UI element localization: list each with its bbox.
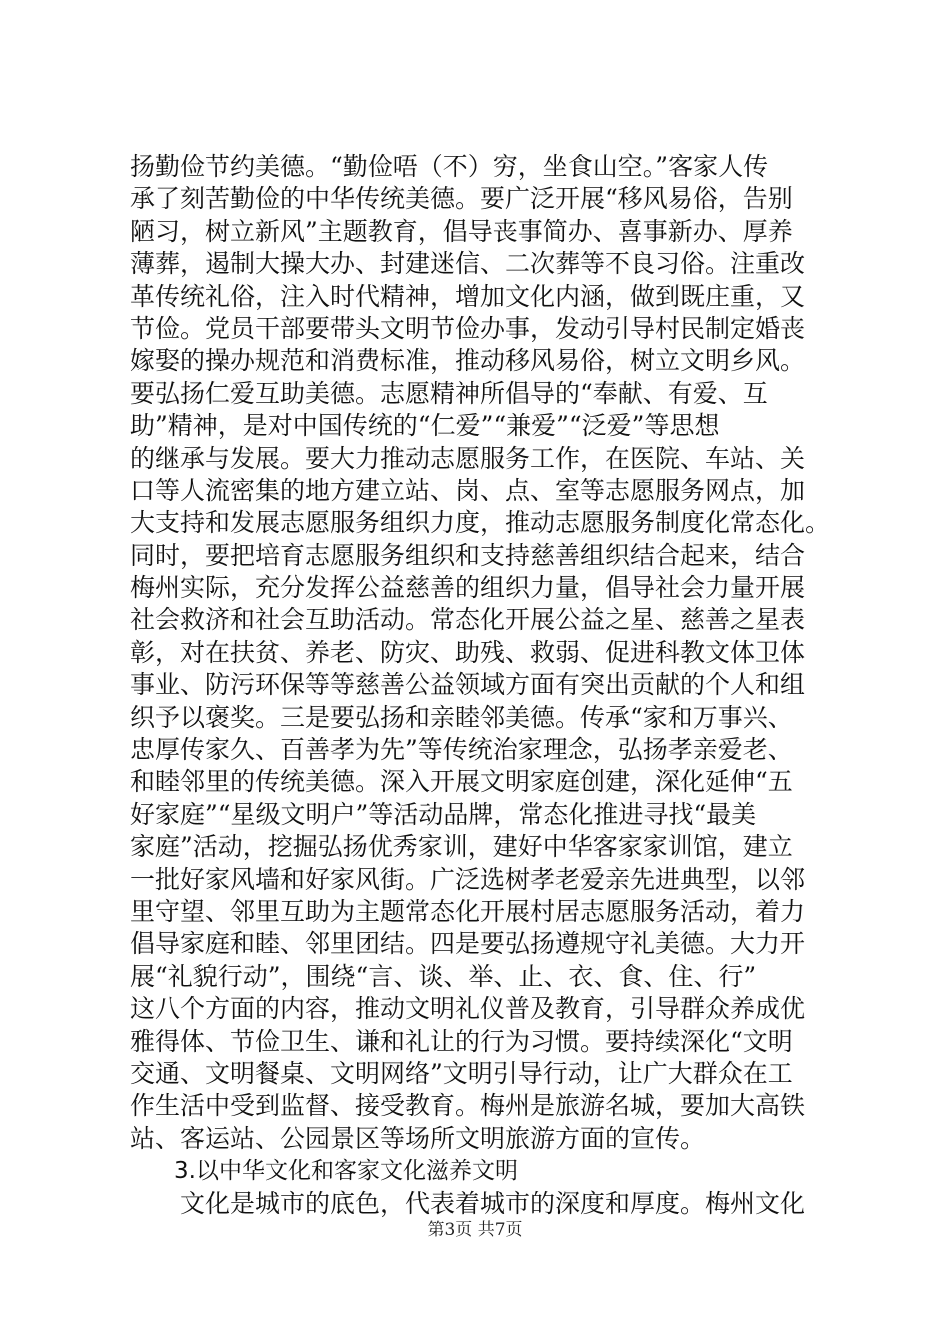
text-line: 薄葬，遏制大操大办、封建迷信、二次葬等不良习俗。注重改	[130, 249, 806, 279]
text-line: 节俭。党员干部要带头文明节俭办事，发动引导村民制定婚丧	[130, 313, 806, 343]
text-line: 作生活中受到监督、接受教育。梅州是旅游名城，要加大高铁	[130, 1091, 806, 1121]
text-line: 嫁娶的操办规范和消费标准，推动移风易俗，树立文明乡风。	[130, 346, 806, 376]
text-line: 的继承与发展。要大力推动志愿服务工作，在医院、车站、关	[130, 443, 806, 473]
text-line: 彰，对在扶贫、养老、防灾、助残、救弱、促进科教文体卫体	[130, 637, 806, 667]
text-line: 站、客运站、公园景区等场所文明旅游方面的宣传。	[130, 1123, 706, 1153]
body-text	[130, 151, 830, 1220]
text-line: 展“礼貌行动”，围绕“言、谈、举、止、衣、食、住、行”	[130, 961, 757, 991]
text-line: 里守望、邻里互助为主题常态化开展村居志愿服务活动，着力	[130, 896, 806, 926]
text-line: 织予以褒奖。三是要弘扬和亲睦邻美德。传承“家和万事兴、	[130, 702, 793, 732]
text-line: 事业、防污环保等等慈善公益领域方面有突出贡献的个人和组	[130, 670, 806, 700]
text-line: 口等人流密集的地方建立站、岗、点、室等志愿服务网点，加	[130, 475, 806, 505]
text-line: 助”精神，是对中国传统的“仁爱”“兼爱”“泛爱”等思想	[130, 411, 720, 441]
text-line: 社会救济和社会互助活动。常态化开展公益之星、慈善之星表	[130, 605, 806, 635]
text-line: 陋习，树立新风”主题教育，倡导丧事简办、喜事新办、厚养	[130, 216, 793, 246]
text-line: 忠厚传家久、百善孝为先”等传统治家理念，弘扬孝亲爱老、	[130, 735, 793, 765]
text-line: 梅州实际，充分发挥公益慈善的组织力量，倡导社会力量开展	[130, 573, 806, 603]
text-line: 这八个方面的内容，推动文明礼仪普及教育，引导群众养成优	[130, 994, 806, 1024]
text-line: 扬勤俭节约美德。“勤俭唔（不）穷，坐食山空。”客家人传	[130, 152, 769, 181]
text-line: 交通、文明餐桌、文明网络”文明引导行动，让广大群众在工	[130, 1058, 793, 1088]
text-line: 革传统礼俗，注入时代精神，增加文化内涵，做到既庄重，又	[130, 281, 806, 311]
text-line: 倡导家庭和睦、邻里团结。四是要弘扬遵规守礼美德。大力开	[130, 929, 806, 959]
text-line: 和睦邻里的传统美德。深入开展文明家庭创建，深化延伸“五	[130, 767, 793, 797]
text-line: 要弘扬仁爱互助美德。志愿精神所倡导的“奉献、有爱、互	[130, 378, 768, 408]
text-line: 承了刻苦勤俭的中华传统美德。要广泛开展“移风易俗，告别	[130, 184, 793, 214]
text-line: 一批好家风墙和好家风街。广泛选树孝老爱亲先进典型，以邻	[130, 864, 806, 894]
paragraph-first-line: 文化是城市的底色，代表着城市的深度和厚度。梅州文化	[180, 1188, 806, 1218]
page-footer: 第3页 共7页	[427, 1220, 523, 1240]
text-line: 家庭”活动，挖掘弘扬优秀家训，建好中华客家家训馆，建立	[130, 832, 793, 862]
text-line: 大支持和发展志愿服务组织力度，推动志愿服务制度化常态化。	[130, 508, 830, 538]
section-heading: 3.以中华文化和客家文化滋养文明	[174, 1158, 518, 1185]
text-line: 同时，要把培育志愿服务组织和支持慈善组织结合起来，结合	[130, 540, 806, 570]
text-line: 好家庭”“星级文明户”等活动品牌，常态化推进寻找“最美	[130, 799, 757, 829]
text-line: 雅得体、节俭卫生、谦和礼让的行为习惯。要持续深化“文明	[130, 1026, 793, 1056]
